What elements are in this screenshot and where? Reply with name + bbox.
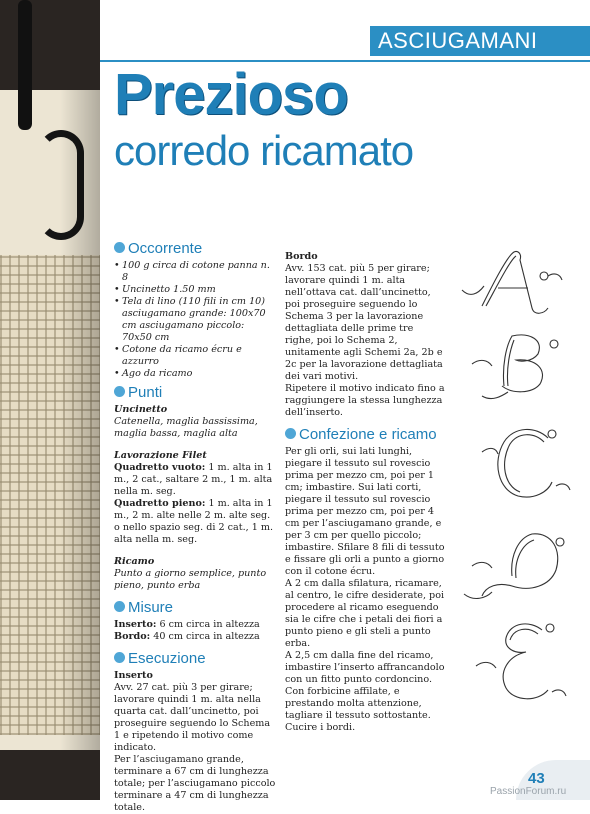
confezione-text-3: A 2,5 cm dalla fine del ricamo, imbastire l’inserto affrancandolo con un fitto punto cordoncino. Con forbicine affilate, e prestando molta attenzione, tagliare il tessuto sottostante. — [285, 650, 445, 721]
monogram-letter-d — [464, 534, 564, 599]
bordo-text: Avv. 153 cat. più 5 per girare; lavorare quindi 1 m. alta nell’ottava cat. dall’uncinetto, poi proseguire seguendo lo Schema 3 per la lavorazione dettagliata delle prime tre righe, poi lo Schema 2, unitamente agli Schemi 2a, 2b e 2c per la lavorazione dettagliata dei vari motivi. — [285, 263, 443, 382]
misure-heading — [114, 599, 276, 617]
occorrente-heading-text: Occorrente — [128, 240, 203, 257]
punti-heading-text: Punti — [128, 384, 163, 401]
watermark: PassionForum.ru — [490, 786, 567, 797]
list-item: • 100 g circa di cotone panna n. 8 — [114, 260, 276, 284]
quadretto-pieno-text: 1 m. alta in 1 m., 2 m. alte nelle 2 m. alte seg. o nello spazio seg. di 2 cat., 1 m. alta nella m. seg. — [114, 498, 274, 545]
misure-inserto-label: Inserto: — [114, 619, 157, 630]
inserto-title: Inserto — [114, 670, 153, 681]
page-title: Prezioso — [114, 62, 348, 127]
bullet-dot-icon — [285, 428, 296, 439]
bullet-dot-icon — [114, 601, 125, 612]
ricamo-title: Ricamo — [114, 556, 155, 567]
list-item: • Cotone da ricamo écru e azzurro — [114, 344, 276, 368]
misure-bordo-label: Bordo: — [114, 631, 151, 642]
misure-bordo-value: 40 cm circa in altezza — [153, 631, 260, 642]
monogram-letter-c — [482, 429, 570, 497]
quadretto-pieno — [114, 498, 276, 546]
quadretto-vuoto — [114, 462, 276, 498]
list-item: • Uncinetto 1.50 mm — [114, 284, 276, 296]
list-item: • Ago da ricamo — [114, 368, 276, 380]
middle-column — [285, 246, 445, 734]
esecuzione-heading-text: Esecuzione — [128, 650, 206, 667]
monogram-letter-a — [462, 251, 562, 313]
confezione-text-4: Cucire i bordi. — [285, 722, 356, 733]
towel-photo — [0, 0, 100, 800]
ricamo-text: Punto a giorno semplice, punto pieno, punto erba — [114, 568, 267, 591]
inserto-text-2: Per l’asciugamano grande, terminare a 67 cm di lunghezza totale; per l’asciugamano piccolo terminare a 47 cm di lunghezza totale. — [114, 754, 276, 813]
bordo-text-2: Ripetere il motivo indicato fino a raggiungere la stessa lunghezza dell’inserto. — [285, 383, 445, 418]
misure-inserto — [114, 619, 276, 631]
inserto-text: Avv. 27 cat. più 3 per girare; lavorare quindi 1 m. alta nella quarta cat. dall’uncinetto, poi proseguire seguendo lo Schema 1 e ripetendo il motivo come indicato. — [114, 682, 271, 753]
photo-shade — [60, 90, 100, 750]
monogram-letter-b — [472, 335, 558, 399]
confezione-text-2: A 2 cm dalla sfilatura, ricamare, al centro, le cifre desiderate, poi procedere al ricamo eseguendo sia le cifre che i petali dei fiori a punto pieno e gli steli a punto erba. — [285, 578, 445, 649]
confezione-heading-text: Confezione e ricamo — [299, 426, 437, 443]
embroidery-alphabet — [452, 246, 582, 766]
bordo-title: Bordo — [285, 251, 318, 262]
confezione-heading — [285, 426, 445, 444]
misure-bordo — [114, 631, 276, 643]
quadretto-pieno-label: Quadretto pieno: — [114, 498, 206, 509]
filet-title: Lavorazione Filet — [114, 450, 207, 461]
page-number: 43 — [528, 770, 545, 787]
left-column — [114, 238, 276, 814]
bullet-dot-icon — [114, 242, 125, 253]
occorrente-heading — [114, 240, 276, 258]
bullet-dot-icon — [114, 652, 125, 663]
section-label: ASCIUGAMANI — [378, 28, 538, 53]
punti-heading — [114, 384, 276, 402]
monogram-letter-e — [476, 624, 566, 699]
misure-heading-text: Misure — [128, 599, 174, 616]
towel-rack-rod — [18, 0, 32, 130]
misure-inserto-value: 6 cm circa in altezza — [159, 619, 260, 630]
quadretto-vuoto-text: 1 m. alta in 1 m., 2 cat., saltare 2 m., 1 m. alta nella m. seg. — [114, 462, 273, 497]
page-subtitle: corredo ricamato — [114, 127, 414, 174]
esecuzione-heading — [114, 650, 276, 668]
list-item: • Tela di lino (110 fili in cm 10) asciugamano grande: 100x70 cm asciugamano piccolo: 70x50 cm — [114, 296, 276, 344]
materials-list — [114, 260, 276, 380]
confezione-text: Per gli orli, sui lati lunghi, piegare il tessuto sul rovescio prima per mezzo cm, poi per 1 cm; imbastire. Sui lati corti, piegare il tessuto sul rovescio prima per mezzo cm, poi per 4 cm per l’asciugamano grande, e per 3 cm per quello piccolo; imbastire. Sfilare 8 fili di tessuto e fissare gli orli a punto a giorno con il cotone écru. — [285, 446, 445, 577]
uncinetto-text: Catenella, maglia bassissima, maglia bassa, maglia alta — [114, 416, 258, 439]
section-band — [370, 26, 590, 56]
uncinetto-title: Uncinetto — [114, 404, 168, 415]
quadretto-vuoto-label: Quadretto vuoto: — [114, 462, 206, 473]
bullet-dot-icon — [114, 386, 125, 397]
